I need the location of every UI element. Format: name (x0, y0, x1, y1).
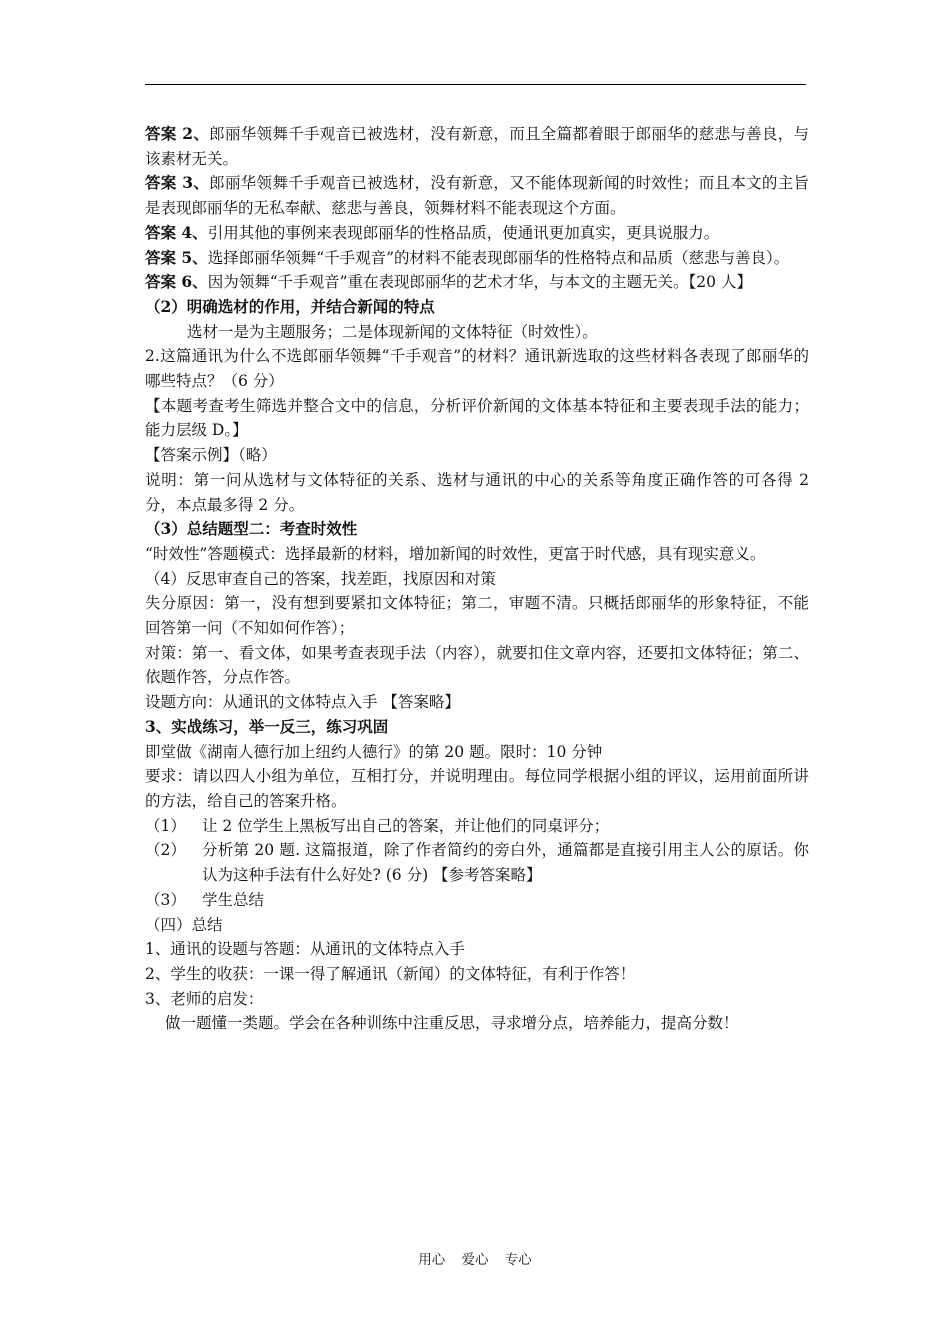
step-text: 学生总结 (202, 890, 265, 909)
scoring-explanation: 说明：第一问从选材与文体特征的关系、选材与通讯的中心的关系等角度正确作答的可各得 2 分，本点最多得 2 分。 (145, 470, 809, 514)
practice-heading: 3、实战练习，举一反三，练习巩固 (145, 716, 389, 736)
header-rule (145, 84, 806, 85)
timeliness-pattern: “时效性”答题模式：选择最新的材料，增加新闻的时效性，更富于时代感，具有现实意义。 (145, 544, 766, 563)
section-heading-2: （2）明确选材的作用，并结合新闻的特点 (145, 296, 435, 316)
step-text: 分析第 20 题. 这篇报道，除了作者简约的旁白外，通篇都是直接引用主人公的原话。你认为这种手法有什么好处? (6 分) 【参考答案略】 (202, 841, 809, 885)
summary-item: 3、老师的启发： (145, 989, 264, 1008)
step-number: （1） (145, 816, 186, 835)
loss-reason: 失分原因：第一，没有想到要紧扣文体特征；第二，审题不清。只概括郎丽华的形象特征，不能回答第一问（不知如何作答）； (145, 594, 809, 638)
step-number: （2） (145, 841, 186, 860)
requirement: 要求：请以四人小组为单位，互相打分，并说明理由。每位同学根据小组的评议，运用前面所讲的方法，给自己的答案升格。 (145, 767, 809, 810)
question-2-note: 【本题考查考生筛选并整合文中的信息，分析评价新闻的文体基本特征和主要表现手法的能力；能力层级 D。】 (145, 396, 809, 440)
step-text: 让 2 位学生上黑板写出自己的答案，并让他们的同桌评分； (202, 816, 610, 835)
section-heading-3: （3）总结题型二：考查时效性 (145, 519, 358, 539)
page-footer: 用心 爱心 专心 (418, 1252, 532, 1268)
exercise: 即堂做《湖南人德行加上纽约人德行》的第 20 题。限时：10 分钟 (145, 742, 603, 761)
section-2-text: 选材一是为主题服务；二是体现新闻的文体特征（时效性）。 (187, 322, 598, 341)
step-number: （3） (145, 890, 186, 909)
step-item (145, 814, 809, 839)
answer-5: 答案 5、选择郎丽华领舞“千手观音”的材料不能表现郎丽华的性格特点和品质（慈悲与善良）。 (145, 247, 790, 267)
summary-item: 1、通讯的设题与答题：从通讯的文体特点入手 (145, 940, 465, 959)
strategy: 对策：第一、看文体，如果考查表现手法（内容），就要扣住文章内容，还要扣文体特征；第二、依题作答，分点作答。 (145, 643, 809, 687)
document-body (145, 122, 809, 1036)
section-heading-4: （4）反思审查自己的答案，找差距，找原因和对策 (145, 569, 496, 588)
summary-heading: （四）总结 (145, 915, 223, 934)
answer-4: 答案 4、引用其他的事例来表现郎丽华的性格品质，使通讯更加真实，更具说服力。 (145, 222, 720, 242)
step-item (145, 838, 809, 887)
closing-remark: 做一题懂一类题。学会在各种训练中注重反思，寻求增分点，培养能力，提高分数！ (165, 1014, 739, 1033)
answer-2: 答案 2、郎丽华领舞千手观音已被选材，没有新意，而且全篇都着眼于郎丽华的慈悲与善良，与该素材无关。 (145, 124, 809, 168)
answer-example: 【答案示例】（略） (145, 446, 277, 465)
step-item (145, 888, 809, 913)
question-direction: 设题方向：从通讯的文体特点入手 【答案略】 (145, 693, 460, 712)
question-2: 2.这篇通讯为什么不选郎丽华领舞“千手观音”的材料？通讯新选取的这些材料各表现了郎丽华的哪些特点？（6 分） (145, 347, 809, 391)
answer-3: 答案 3、郎丽华领舞千手观音已被选材，没有新意，又不能体现新闻的时效性；而且本文的主旨是表现郎丽华的无私奉献、慈悲与善良，领舞材料不能表现这个方面。 (145, 173, 809, 218)
answer-6: 答案 6、因为领舞“千手观音”重在表现郎丽华的艺术才华，与本文的主题无关。【20 人】 (145, 272, 752, 292)
summary-item: 2、学生的收获：一课一得了解通讯（新闻）的文体特征，有利于作答！ (145, 964, 636, 983)
